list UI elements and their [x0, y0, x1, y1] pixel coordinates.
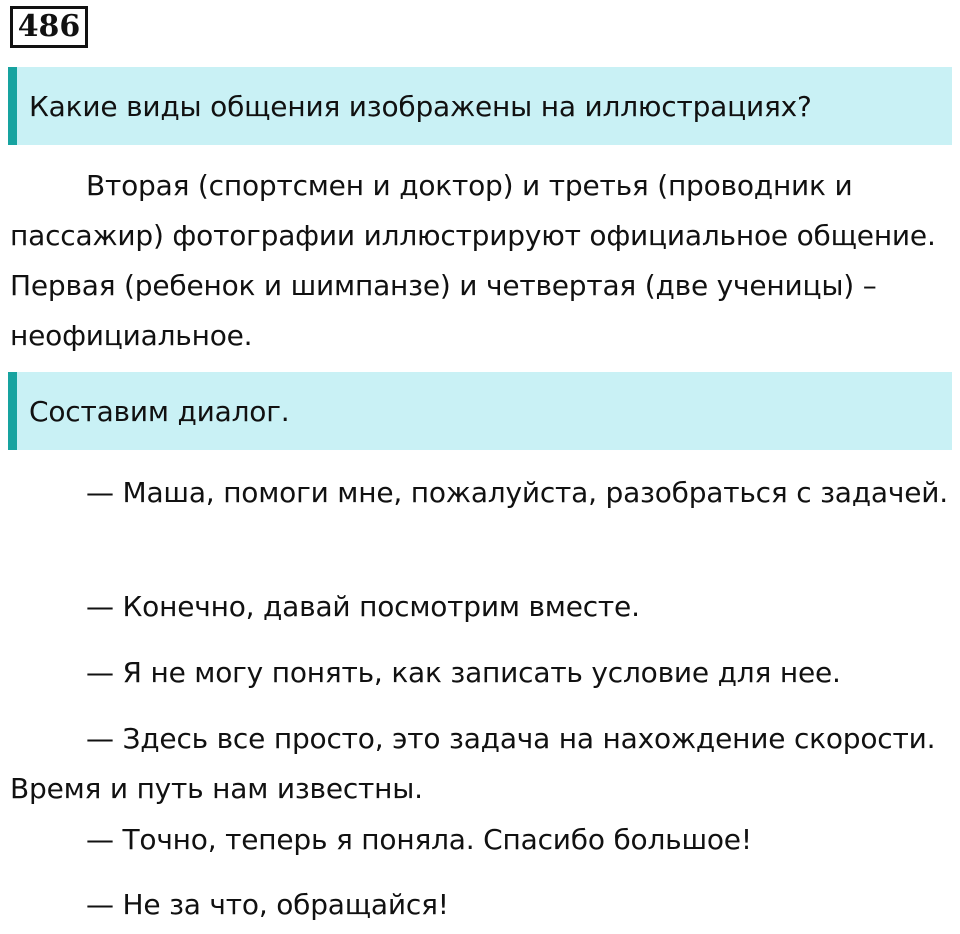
dialog-line: — Точно, теперь я поняла. Спасибо большое!	[86, 823, 752, 856]
task-number-badge: 486	[10, 6, 88, 48]
dialog-line: — Здесь все просто, это задача на нахождение скорости. Время и путь нам известны.	[10, 722, 936, 805]
question-heading-1: Какие виды общения изображены на иллюстрациях?	[8, 67, 952, 145]
dialog-line: — Маша, помоги мне, пожалуйста, разобраться с задачей.	[86, 476, 948, 509]
dialog-line: — Не за что, обращайся!	[86, 888, 449, 921]
dialog-line: — Конечно, давай посмотрим вместе.	[86, 590, 640, 623]
answer-paragraph: Вторая (спортсмен и доктор) и третья (проводник и пассажир) фотографии иллюстрируют официальное общение. Первая (ребенок и шимпанзе) и четвертая (две ученицы) – неофициальное.	[10, 169, 936, 352]
question-heading-2: Составим диалог.	[8, 372, 952, 450]
dialog-line: — Я не могу понять, как записать условие для нее.	[86, 656, 841, 689]
